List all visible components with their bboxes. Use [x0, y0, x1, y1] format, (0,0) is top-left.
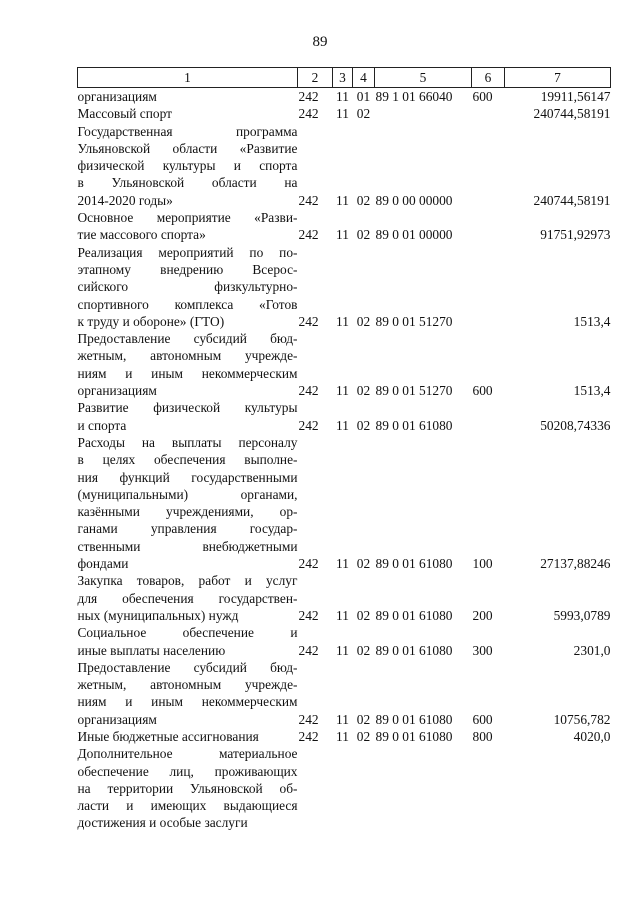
row-description [78, 728, 298, 745]
subsection-code: 02 [356, 192, 371, 208]
description-line: организациям [77, 89, 157, 104]
target-article-code: 89 0 01 00000 [375, 227, 453, 243]
chapter-code [333, 745, 353, 831]
target-article-code: 89 0 01 61080 [375, 642, 453, 658]
description-line: ласти и имеющих выдающиеся [77, 798, 298, 814]
chapter-code: 11 [336, 106, 349, 122]
target-article-code: 89 0 01 61080 [375, 556, 453, 572]
table-row [78, 624, 611, 659]
table-row [78, 105, 611, 122]
row-description [78, 105, 298, 122]
expense-type-code [472, 745, 505, 831]
description-line: Массовый спорт [77, 106, 172, 122]
column-header: 5 [375, 68, 472, 88]
section-code: 242 [298, 313, 319, 329]
chapter-code: 11 [336, 642, 349, 658]
column-header: 1 [78, 68, 298, 88]
section-code: 242 [298, 383, 319, 399]
table-body [78, 88, 611, 832]
table-row [78, 123, 611, 209]
description-line: ния функций государственными [77, 469, 298, 485]
section-code: 242 [298, 89, 319, 104]
expense-type-code: 600 [472, 383, 493, 399]
description-line: тие массового спорта» [77, 227, 206, 243]
description-line: организациям [77, 711, 157, 727]
subsection-code: 02 [356, 711, 371, 727]
amount: 5993,0789 [553, 607, 611, 623]
description-line: ниям и иным некоммерческим [77, 694, 298, 710]
subsection-code: 02 [356, 106, 371, 122]
amount: 91751,92973 [540, 227, 611, 243]
column-header: 3 [333, 68, 353, 88]
description-line: Закупка товаров, работ и услуг [77, 573, 298, 589]
description-line: Реализация мероприятий по по- [77, 244, 298, 260]
subsection-code: 02 [356, 313, 371, 329]
description-line: Социальное обеспечение и [77, 625, 298, 641]
amount: 19911,56147 [540, 89, 611, 104]
section-code: 242 [298, 711, 319, 727]
row-description [78, 399, 298, 434]
description-line: Государственная программа [77, 123, 298, 139]
table-row [78, 330, 611, 399]
table-row [78, 209, 611, 244]
section-code: 242 [298, 607, 319, 623]
chapter-code: 11 [336, 383, 349, 399]
description-line: ных (муниципальных) нужд [77, 607, 239, 623]
expense-type-code: 300 [472, 642, 493, 658]
expense-type-code [472, 209, 505, 244]
description-line: 2014-2020 годы» [77, 192, 173, 208]
expense-type-code: 600 [472, 89, 493, 104]
amount: 27137,88246 [540, 556, 611, 572]
table-row [78, 88, 611, 106]
budget-table [77, 67, 611, 832]
expense-type-code [472, 399, 505, 434]
description-line: (муниципальными) органами, [77, 486, 298, 502]
subsection-code: 01 [356, 89, 371, 104]
target-article-code: 89 1 01 66040 [375, 89, 453, 104]
description-line: жетным, автономным учрежде- [77, 348, 298, 364]
target-article-code: 89 0 01 61080 [375, 711, 453, 727]
table-row [78, 434, 611, 572]
description-line: физической культуры и спорта [77, 158, 298, 174]
target-article-code: 89 0 01 51270 [375, 313, 453, 329]
chapter-code: 11 [336, 417, 349, 433]
page-number: 89 [312, 34, 328, 50]
amount: 4020,0 [573, 728, 611, 744]
description-line: Предоставление субсидий бюд- [77, 659, 298, 675]
description-line: фондами [77, 556, 129, 572]
description-line: иные выплаты населению [77, 642, 226, 658]
description-line: ственными внебюджетными [77, 538, 298, 554]
description-line: и спорта [77, 417, 127, 433]
description-line: в целях обеспечения выполне- [77, 452, 298, 468]
subsection-code: 02 [356, 607, 371, 623]
description-line: для обеспечения государствен- [77, 590, 298, 606]
description-line: на территории Ульяновской об- [77, 780, 298, 796]
table-row [78, 572, 611, 624]
row-description [78, 624, 298, 659]
description-line: сийского физкультурно- [77, 279, 298, 295]
target-article-code: 89 0 01 61080 [375, 728, 453, 744]
amount: 1513,4 [573, 313, 611, 329]
expense-type-code: 800 [472, 728, 493, 744]
section-code: 242 [298, 192, 319, 208]
target-article-code [375, 745, 472, 831]
subsection-code: 02 [356, 417, 371, 433]
column-header: 7 [505, 68, 611, 88]
description-line: Развитие физической культуры [77, 400, 298, 416]
description-line: спортивного комплекса «Готов [77, 296, 298, 312]
description-line: Расходы на выплаты персоналу [77, 434, 298, 450]
chapter-code: 11 [336, 89, 349, 104]
row-description [78, 330, 298, 399]
description-line: Иные бюджетные ассигнования [77, 728, 259, 744]
column-header: 4 [353, 68, 375, 88]
expense-type-code [472, 244, 505, 330]
description-line: ниям и иным некоммерческим [77, 365, 298, 381]
expense-type-code [472, 105, 505, 122]
row-description [78, 745, 298, 831]
subsection-code [353, 745, 375, 831]
row-description [78, 244, 298, 330]
column-header: 2 [298, 68, 333, 88]
amount: 240744,58191 [533, 106, 611, 122]
table-row [78, 244, 611, 330]
description-line: этапному внедрению Всерос- [77, 261, 298, 277]
description-line: организациям [77, 383, 157, 399]
chapter-code: 11 [336, 227, 349, 243]
table-row [78, 399, 611, 434]
description-line: жетным, автономным учрежде- [77, 677, 298, 693]
target-article-code: 89 0 01 61080 [375, 607, 453, 623]
chapter-code: 11 [336, 607, 349, 623]
row-description [78, 123, 298, 209]
section-code: 242 [298, 642, 319, 658]
target-article-code [375, 105, 472, 122]
chapter-code: 11 [336, 711, 349, 727]
section-code: 242 [298, 227, 319, 243]
table-row [78, 745, 611, 831]
amount: 240744,58191 [533, 192, 611, 208]
description-line: Предоставление субсидий бюд- [77, 331, 298, 347]
subsection-code: 02 [356, 556, 371, 572]
description-line: обеспечение лиц, проживающих [77, 763, 298, 779]
description-line: Дополнительное материальное [77, 746, 298, 762]
amount: 1513,4 [573, 383, 611, 399]
table-header-row [78, 68, 611, 88]
row-description [78, 659, 298, 728]
section-code: 242 [298, 417, 319, 433]
section-code: 242 [298, 556, 319, 572]
table-row [78, 659, 611, 728]
expense-type-code [472, 123, 505, 209]
amount: 2301,0 [573, 642, 611, 658]
expense-type-code: 100 [472, 556, 493, 572]
chapter-code: 11 [336, 313, 349, 329]
description-line: Ульяновской области «Развитие [77, 140, 298, 156]
row-description [78, 209, 298, 244]
description-line: достижения и особые заслуги [77, 815, 248, 831]
amount [505, 745, 611, 831]
chapter-code: 11 [336, 192, 349, 208]
description-line: казёнными учреждениями, ор- [77, 504, 298, 520]
description-line: Основное мероприятие «Разви- [77, 210, 298, 226]
subsection-code: 02 [356, 642, 371, 658]
chapter-code: 11 [336, 728, 349, 744]
subsection-code: 02 [356, 383, 371, 399]
target-article-code: 89 0 00 00000 [375, 192, 453, 208]
target-article-code: 89 0 01 61080 [375, 417, 453, 433]
section-code [298, 745, 333, 831]
amount: 50208,74336 [540, 417, 611, 433]
section-code: 242 [298, 106, 319, 122]
amount: 10756,782 [553, 711, 611, 727]
chapter-code: 11 [336, 556, 349, 572]
row-description [78, 88, 298, 106]
table-row [78, 728, 611, 745]
row-description [78, 572, 298, 624]
subsection-code: 02 [356, 227, 371, 243]
row-description [78, 434, 298, 572]
column-header: 6 [472, 68, 505, 88]
description-line: ганами управления государ- [77, 521, 298, 537]
description-line: в Ульяновской области на [77, 175, 298, 191]
expense-type-code: 600 [472, 711, 493, 727]
description-line: к труду и обороне» (ГТО) [77, 313, 225, 329]
expense-type-code: 200 [472, 607, 493, 623]
target-article-code: 89 0 01 51270 [375, 383, 453, 399]
section-code: 242 [298, 728, 319, 744]
subsection-code: 02 [356, 728, 371, 744]
